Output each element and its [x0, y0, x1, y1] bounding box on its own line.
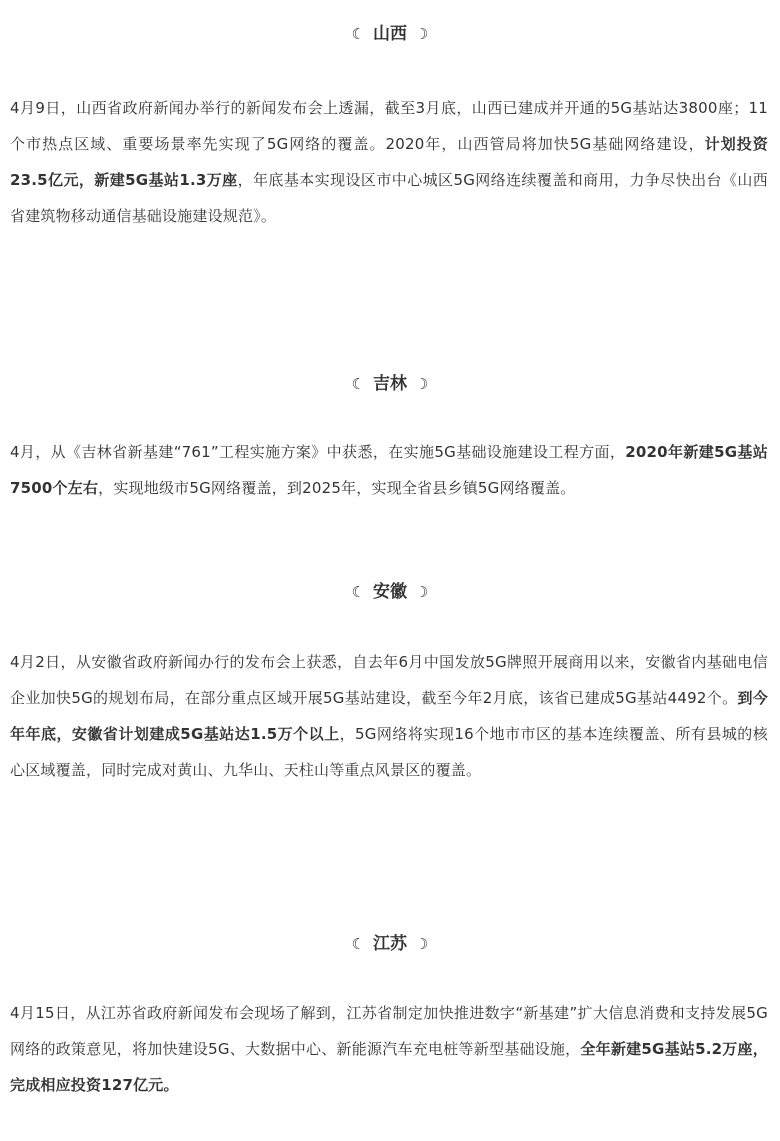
paragraph-highlight: 全年新建5G基站5.2万座，完成相应投资127亿元。	[10, 1040, 768, 1094]
paragraph-text: 4月2日，从安徽省政府新闻办行的发布会上获悉，自去年6月中国发放5G牌照开展商用以来，安徽省内基础电信企业加快5G的规划布局，在部分重点区域开展5G基站建设，截至今年2月底，该省已建成5G基站4492个。	[10, 653, 768, 707]
paragraph-text: 4月9日，山西省政府新闻办举行的新闻发布会上透漏，截至3月底，山西已建成并开通的5G基站达3800座；11个市热点区域、重要场景率先实现了5G网络的覆盖。2020年，山西管局将加快5G基础网络建设，	[10, 99, 768, 153]
crescent-left-icon: ☾	[351, 25, 365, 43]
section-title: 山西	[373, 24, 407, 44]
section-anhui	[0, 580, 780, 779]
section-jiangsu	[0, 932, 780, 1094]
paragraph-highlight: 到今年年底，安徽省计划建成5G基站达1.5万个以上	[10, 689, 768, 743]
paragraph-text: ，实现地级市5G网络覆盖，到2025年，实现全省县乡镇5G网络覆盖。	[98, 479, 576, 497]
section-title: 江苏	[373, 934, 407, 954]
paragraph-text: ，5G网络将实现16个地市市区的基本连续覆盖、所有县城的核心区域覆盖，同时完成对黄山、九华山、天柱山等重点风景区的覆盖。	[10, 725, 768, 779]
crescent-right-icon: ☽	[415, 935, 429, 953]
crescent-left-icon: ☾	[351, 375, 365, 393]
section-heading	[0, 580, 780, 604]
paragraph-text: 4月，从《吉林省新基建“761”工程实施方案》中获悉，在实施5G基础设施建设工程方面，	[10, 443, 626, 461]
section-heading	[0, 372, 780, 396]
section-paragraph	[10, 434, 768, 506]
section-paragraph	[10, 644, 768, 788]
section-heading	[0, 932, 780, 956]
crescent-left-icon: ☾	[351, 583, 365, 601]
section-jilin	[0, 372, 780, 497]
crescent-left-icon: ☾	[351, 935, 365, 953]
crescent-right-icon: ☽	[415, 25, 429, 43]
section-heading	[0, 22, 780, 46]
crescent-right-icon: ☽	[415, 375, 429, 393]
paragraph-highlight: 计划投资23.5亿元，新建5G基站1.3万座	[10, 135, 768, 189]
paragraph-text: ，年底基本实现设区市中心城区5G网络连续覆盖和商用，力争尽快出台《山西省建筑物移动通信基础设施建设规范》。	[10, 171, 769, 225]
section-paragraph	[10, 90, 768, 234]
crescent-right-icon: ☽	[415, 583, 429, 601]
paragraph-text: 4月15日，从江苏省政府新闻发布会现场了解到，江苏省制定加快推进数字“新基建”扩大信息消费和支持发展5G网络的政策意见，将加快建设5G、大数据中心、新能源汽车充电桩等新型基础设施，	[10, 1004, 768, 1058]
paragraph-highlight: 2020年新建5G基站7500个左右	[10, 443, 768, 497]
section-title: 吉林	[373, 374, 407, 394]
section-paragraph	[10, 995, 768, 1103]
section-shanxi	[0, 22, 780, 225]
section-title: 安徽	[373, 582, 407, 602]
